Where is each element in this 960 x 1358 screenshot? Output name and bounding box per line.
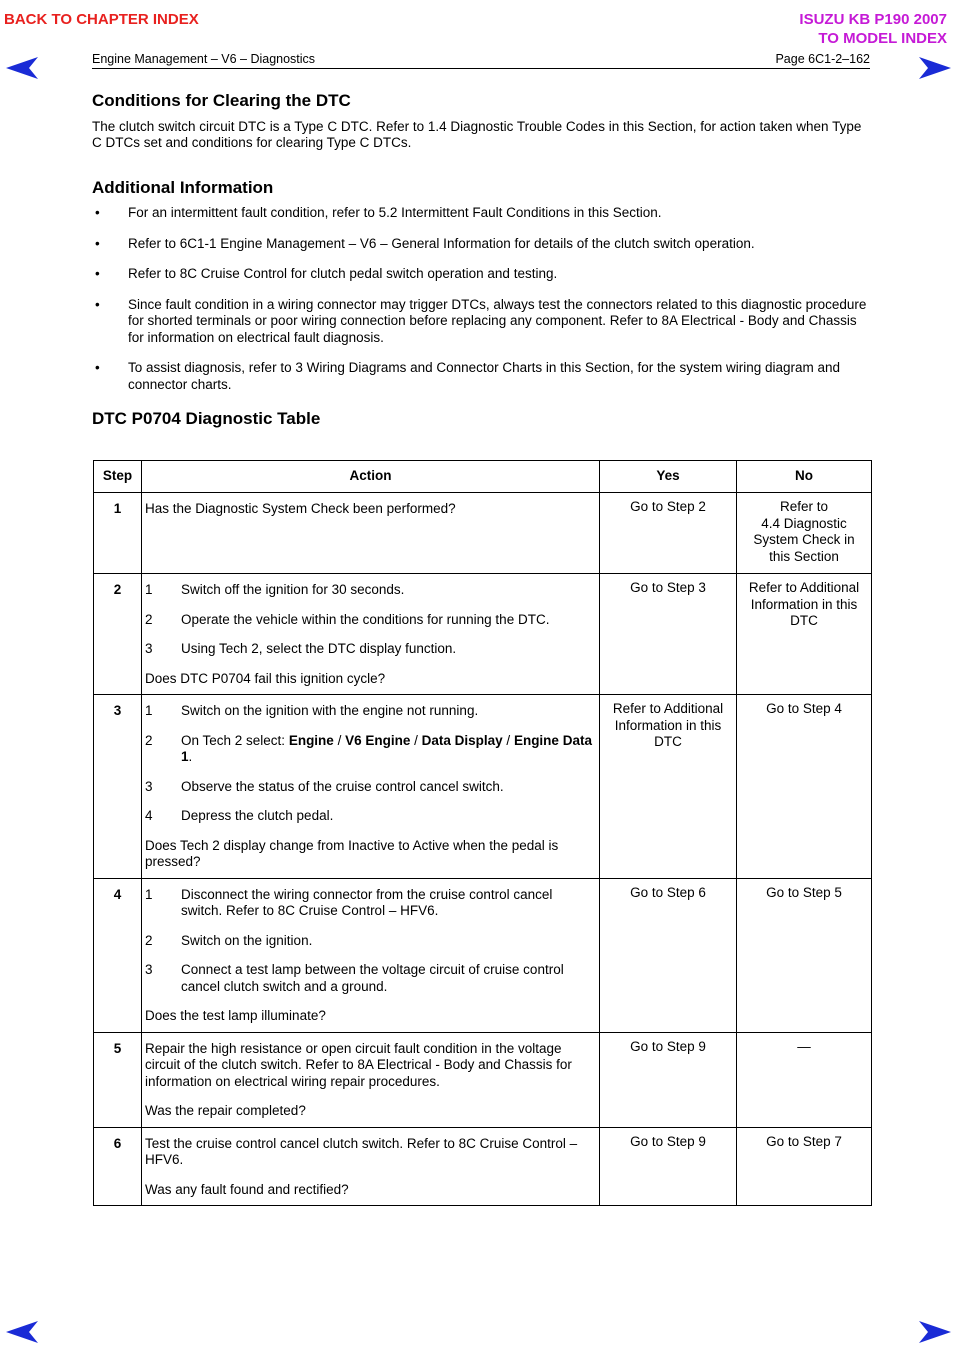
page-content [92,93,872,437]
header-section-title: Engine Management – V6 – Diagnostics [92,52,316,66]
action-cell [142,574,600,695]
substep-text: Switch on the ignition with the engine not running. [181,703,479,718]
yes-action: Go to Step 9 [600,1032,737,1127]
action-question: Was any fault found and rectified? [145,1181,349,1197]
action-question: Does the test lamp illuminate? [145,1008,326,1023]
diagnostic-table [93,460,872,1206]
action-substep [145,703,597,720]
bullet-icon: • [95,205,100,220]
additional-info-list [92,205,872,393]
table-header-row [94,461,872,493]
conditions-text: The clutch switch circuit DTC is a Type C DTC. Refer to 1.4 Diagnostic Trouble Codes in this Section, for action taken when Type C DTCs set and conditions for clearing Type C DTCs. [92,118,862,150]
col-action-header: Action [142,461,600,493]
substep-text: Using Tech 2, select the DTC display function. [181,641,457,656]
substep-number: 3 [145,962,153,977]
yes-action: Go to Step 6 [600,878,737,1032]
menu-path-item: V6 Engine [345,732,411,748]
substep-text: Depress the clutch pedal. [181,808,334,823]
additional-info-heading: Additional Information [92,177,274,197]
no-action: — [737,1032,872,1127]
conditions-heading: Conditions for Clearing the DTC [92,91,351,110]
table-row [94,493,872,574]
no-action: Go to Step 4 [737,695,872,879]
step-number: 6 [94,1127,142,1206]
substep-fragment: On Tech 2 select: [181,732,289,748]
action-cell [142,1127,600,1206]
step-number: 4 [94,878,142,1032]
action-substep [145,779,597,796]
table-row [94,574,872,695]
diagnostic-table-heading: DTC P0704 Diagnostic Table [92,409,321,428]
bullet-item [92,236,872,253]
substep-number: 2 [145,932,153,948]
bullet-item [92,297,872,347]
bullet-text: Refer to 8C Cruise Control for clutch pedal switch operation and testing. [128,266,558,281]
bullet-icon: • [95,266,100,281]
no-action: Go to Step 5 [737,878,872,1032]
previous-page-arrow-icon[interactable] [5,56,39,80]
yes-action: Go to Step 9 [600,1127,737,1206]
bullet-icon: • [95,296,100,312]
action-text: Has the Diagnostic System Check been performed? [145,501,456,516]
substep-number: 3 [145,778,153,794]
table-row [94,1127,872,1206]
col-step-header: Step [94,461,142,493]
bullet-icon: • [95,360,100,375]
action-cell [142,695,600,879]
no-action: Go to Step 7 [737,1127,872,1206]
bullet-text: Since fault condition in a wiring connector may trigger DTCs, always test the connectors related to this diagnostic procedure for shorted terminals or poor wiring connection before replacing any component. Refer to 8A Electrical - Body and Chassis for information on electrical fault diagnosis. [128,296,867,345]
action-substep [145,962,597,995]
bullet-text: To assist diagnosis, refer to 3 Wiring Diagrams and Connector Charts in this Section, for the system wiring diagram and connector charts. [128,360,841,392]
step-number: 1 [94,493,142,574]
no-action: Refer to 4.4 Diagnostic System Check in this Section [737,493,872,574]
substep-fragment: / [410,732,422,748]
bullet-item [92,266,872,283]
action-text: Test the cruise control cancel clutch switch. Refer to 8C Cruise Control – HFV6. [145,1135,578,1167]
bullet-text: Refer to 6C1-1 Engine Management – V6 – General Information for details of the clutch switch operation. [128,235,755,251]
substep-text: Observe the status of the cruise control cancel switch. [181,778,504,794]
substep-text: Connect a test lamp between the voltage circuit of cruise control cancel clutch switch and a ground. [181,962,564,994]
action-cell [142,878,600,1032]
substep-text: Disconnect the wiring connector from the cruise control cancel switch. Refer to 8C Cruise Control – HFV6. [181,886,553,918]
menu-path-item: Engine Data 1 [181,732,592,764]
substep-number: 3 [145,641,153,656]
table-row [94,695,872,879]
next-page-bottom-arrow-icon[interactable] [918,1320,952,1344]
action-question: Does Tech 2 display change from Inactive to Active when the pedal is pressed? [145,837,559,869]
to-model-index-link[interactable]: TO MODEL INDEX [818,30,947,47]
action-substep [145,933,597,950]
table-row [94,878,872,1032]
action-substep [145,582,597,599]
menu-path-item: Data Display [421,732,503,748]
back-to-chapter-index-link[interactable]: BACK TO CHAPTER INDEX [4,11,199,28]
table-row [94,1032,872,1127]
menu-path-item: Engine [288,732,334,748]
action-substep [145,733,597,766]
yes-action: Go to Step 3 [600,574,737,695]
substep-number: 1 [145,886,153,902]
substep-text: Switch on the ignition. [181,932,313,948]
step-number: 5 [94,1032,142,1127]
previous-page-bottom-arrow-icon[interactable] [5,1320,39,1344]
running-header [92,52,870,69]
action-substep [145,808,597,825]
action-cell [142,493,600,574]
next-page-arrow-icon[interactable] [918,56,952,80]
bullet-item [92,205,872,222]
substep-fragment: . [188,749,193,764]
no-action: Refer to Additional Information in this DTC [737,574,872,695]
substep-text [181,733,592,765]
substep-fragment: / [502,732,514,748]
step-number: 2 [94,574,142,695]
bullet-text: For an intermittent fault condition, refer to 5.2 Intermittent Fault Conditions in this Section. [128,205,662,220]
col-no-header: No [737,461,872,493]
col-yes-header: Yes [600,461,737,493]
bullet-item [92,360,872,393]
action-text: Repair the high resistance or open circuit fault condition in the voltage circuit of the clutch switch. Refer to 8A Electrical - Body and Chassis for information on electrical wiring repair procedures. [145,1040,572,1089]
action-substep [145,887,597,920]
substep-number: 2 [145,611,153,627]
step-number: 3 [94,695,142,879]
header-page-number: Page 6C1-2–162 [775,52,870,66]
action-substep [145,641,597,658]
substep-fragment: / [333,732,346,748]
substep-number: 2 [145,732,153,748]
substep-number: 4 [145,808,153,823]
substep-text: Switch off the ignition for 30 seconds. [181,582,405,597]
action-cell [142,1032,600,1127]
substep-number: 1 [145,582,153,597]
substep-text: Operate the vehicle within the conditions for running the DTC. [181,611,550,627]
action-question: Does DTC P0704 fail this ignition cycle? [145,670,386,686]
action-question: Was the repair completed? [145,1103,306,1118]
yes-action: Refer to Additional Information in this DTC [600,695,737,879]
model-title: ISUZU KB P190 2007 [799,11,947,28]
bullet-icon: • [95,235,100,251]
yes-action: Go to Step 2 [600,493,737,574]
action-substep [145,612,597,629]
substep-number: 1 [145,703,153,718]
